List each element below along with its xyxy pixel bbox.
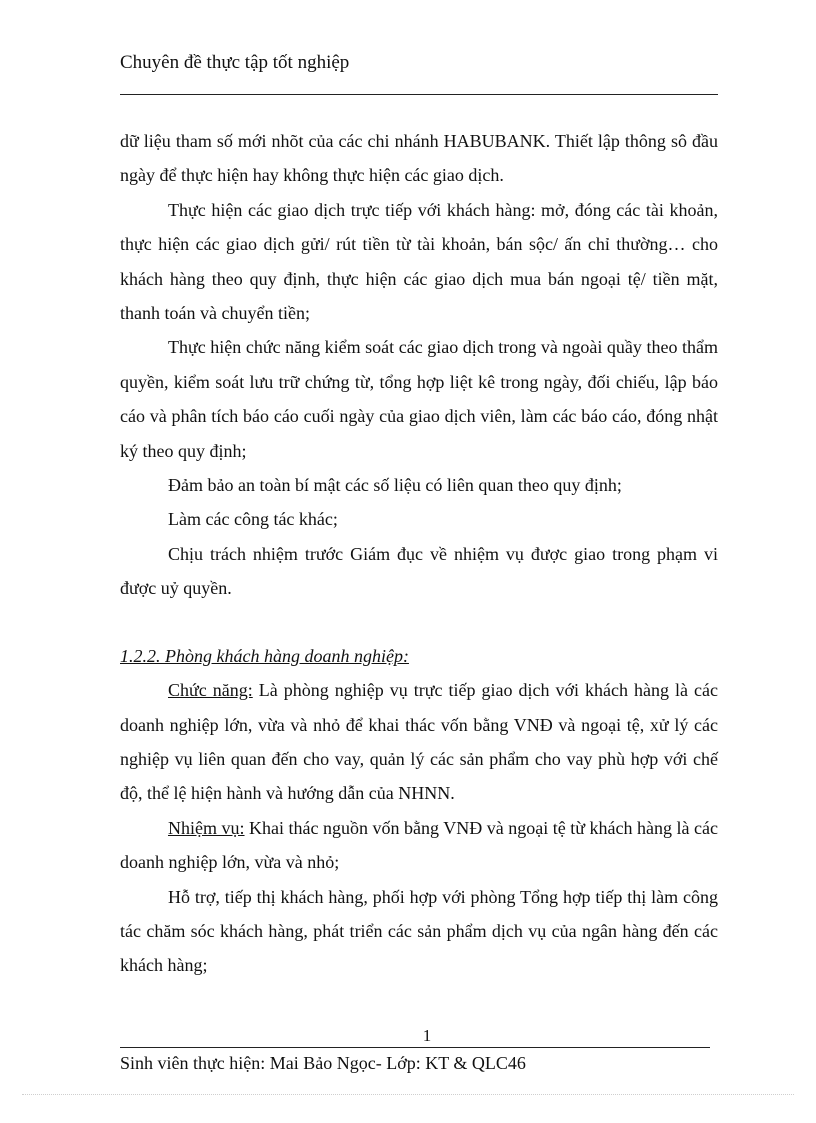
- paragraph: Thực hiện chức năng kiểm soát các giao dịch trong và ngoài quầy theo thẩm quyền, kiểm soát lưu trữ chứng từ, tổng hợp liệt kê trong ngày, đối chiếu, lập báo cáo và phân tích báo cáo cuối ngày của giao dịch viên, làm các báo cáo, đóng nhật ký theo quy định;: [120, 337, 718, 461]
- footer-rule: [120, 1047, 710, 1048]
- paragraph: Đảm bảo an toàn bí mật các số liệu có liên quan theo quy định;: [168, 475, 622, 496]
- text-chuc-nang: Là phòng nghiệp vụ trực tiếp giao dịch với khách hàng là các doanh nghiệp lớn, vừa và nhỏ để khai thác vốn bằng VNĐ và ngoại tệ, xử lý các nghiệp vụ liên quan đến cho vay, quản lý các sản phẩm cho vay phù hợp với chế độ, thể lệ hiện hành và hướng dẫn của NHNN.: [120, 680, 718, 804]
- page-header-title: Chuyên đề thực tập tốt nghiệp: [120, 52, 350, 73]
- label-chuc-nang: Chức năng:: [168, 680, 253, 701]
- footer-author: Sinh viên thực hiện: Mai Bảo Ngọc- Lớp: KT & QLC46: [120, 1053, 526, 1073]
- paragraph: Hỗ trợ, tiếp thị khách hàng, phối hợp với phòng Tổng hợp tiếp thị làm công tác chăm sóc khách hàng, phát triển các sản phẩm dịch vụ của ngân hàng đến các khách hàng;: [120, 886, 718, 976]
- page-number: 1: [422, 1026, 432, 1045]
- paragraph-nhiem-vu: [120, 811, 718, 880]
- spacer: [120, 606, 718, 639]
- paragraph: Thực hiện các giao dịch trực tiếp với khách hàng: mở, đóng các tài khoản, thực hiện các giao dịch gửi/ rút tiền từ tài khoản, bán sộc/ ấn chỉ thường… cho khách hàng theo quy định, thực hiện các giao dịch mua bán ngoại tệ/ tiền mặt, thanh toán và chuyển tiền;: [120, 199, 718, 324]
- paragraph: dữ liệu tham số mới nhõt của các chi nhánh HABUBANK. Thiết lập thông sô đầu ngày để thực hiện hay không thực hiện các giao dịch.: [120, 131, 718, 186]
- paragraph: Chịu trách nhiệm trước Giám đục về nhiệm vụ được giao trong phạm vi được uỷ quyền.: [120, 543, 718, 599]
- label-nhiem-vu: Nhiệm vụ:: [168, 817, 245, 838]
- paragraph-chuc-nang: [120, 673, 718, 811]
- paragraph: Làm các công tác khác;: [168, 509, 338, 530]
- section-heading: 1.2.2. Phòng khách hàng doanh nghiệp:: [120, 645, 409, 666]
- text-nhiem-vu: Khai thác nguồn vốn bằng VNĐ và ngoại tệ từ khách hàng là các doanh nghiệp lớn, vừa và nhỏ;: [120, 817, 718, 873]
- header-rule: [120, 94, 718, 95]
- page-bottom-border: [22, 1094, 794, 1095]
- document-body: [120, 124, 718, 983]
